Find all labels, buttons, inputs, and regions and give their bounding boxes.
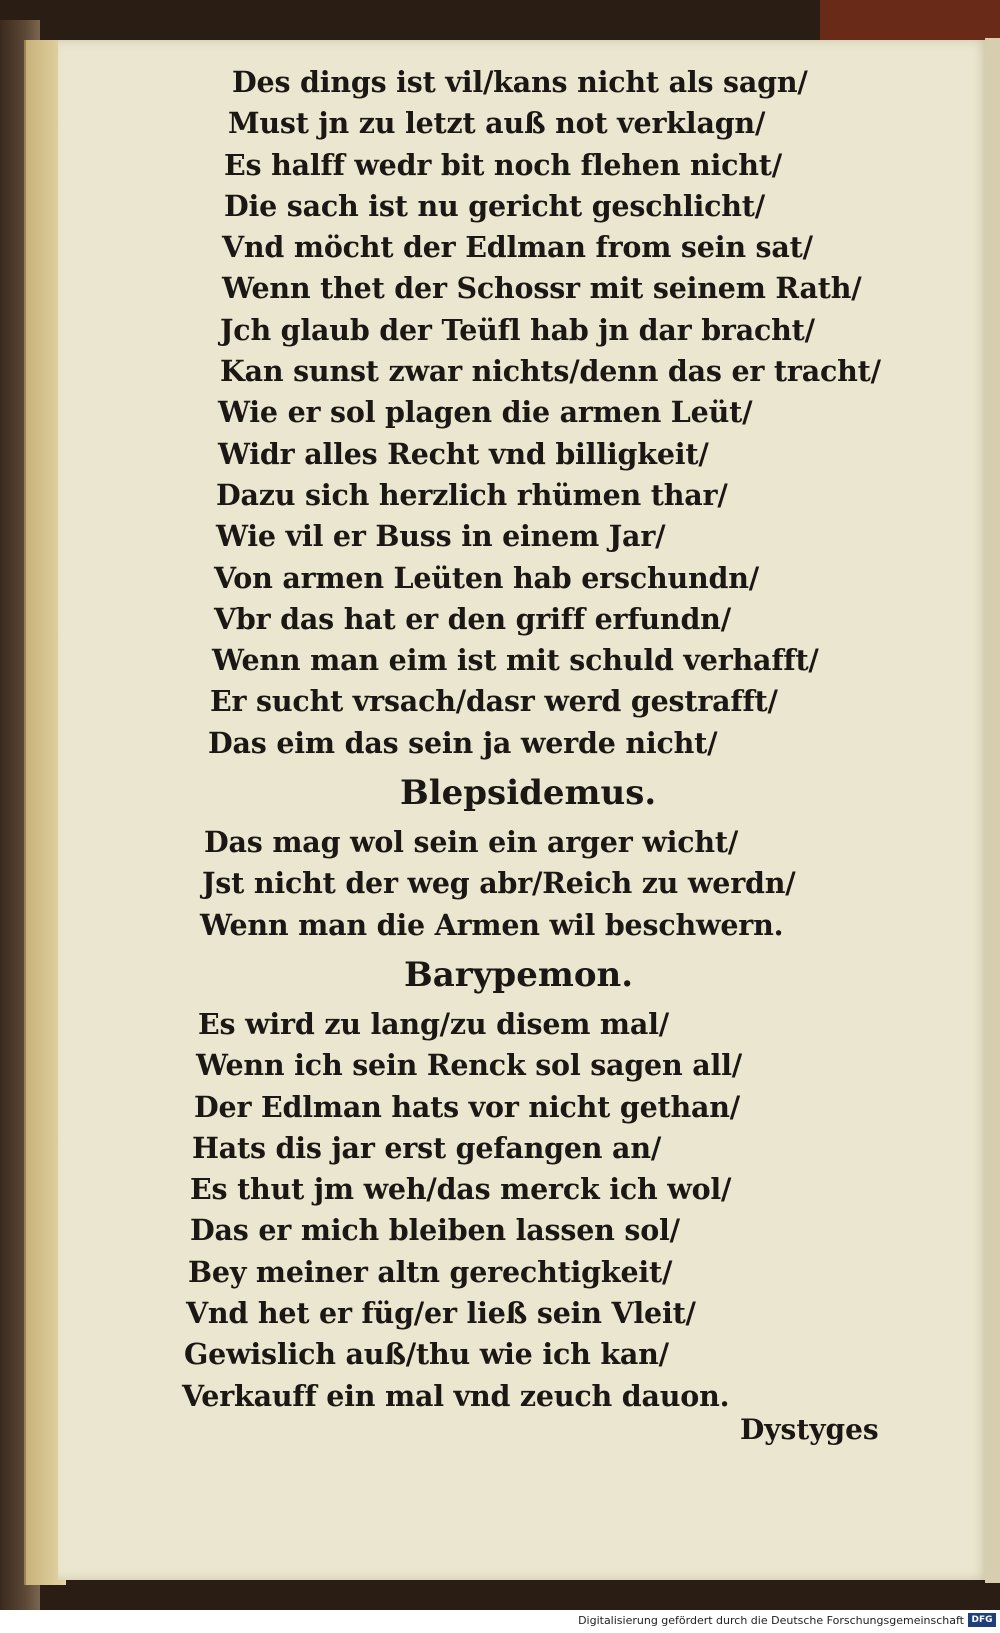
verse-group-2 <box>180 822 920 946</box>
book-cover-corner <box>820 0 1000 40</box>
verse-line: Hats dis jar erst gefangen an/ <box>192 1130 662 1165</box>
verse-line: Vnd het er füg/er ließ sein Vleit/ <box>186 1296 696 1331</box>
page-edge-right <box>985 38 1000 1583</box>
verse-line: Das er mich bleiben lassen sol/ <box>190 1213 680 1248</box>
funding-credit: Digitalisierung gefördert durch die Deutsche Forschungsgemeinschaft <box>578 1614 964 1627</box>
verse-group-1 <box>180 62 920 764</box>
verse-line: Wie er sol plagen die armen Leüt/ <box>218 395 753 430</box>
footer-bar <box>0 1610 1000 1633</box>
verse-line: Must jn zu letzt auß not verklagn/ <box>228 106 766 141</box>
verse-line: Die sach ist nu gericht geschlicht/ <box>224 188 765 223</box>
verse-group-3 <box>180 1004 920 1417</box>
verse-line: Wie vil er Buss in einem Jar/ <box>216 519 666 554</box>
verse-line: Jst nicht der weg abr/Reich zu werdn/ <box>202 866 796 901</box>
verse-line: Wenn ich sein Renck sol sagen all/ <box>196 1048 742 1083</box>
verse-line: Vbr das hat er den griff erfundn/ <box>214 601 731 636</box>
verse-line: Verkauff ein mal vnd zeuch dauon. <box>182 1378 730 1413</box>
verse-line: Widr alles Recht vnd billigkeit/ <box>218 436 709 471</box>
verse-line: Er sucht vrsach/dasr werd gestrafft/ <box>210 684 778 719</box>
verse-line: Das mag wol sein ein arger wicht/ <box>204 825 739 860</box>
verse-line: Jch glaub der Teüfl hab jn dar bracht/ <box>220 312 815 347</box>
verse-line: Das eim das sein ja werde nicht/ <box>208 725 718 760</box>
verse-line: Es wird zu lang/zu disem mal/ <box>198 1006 669 1041</box>
verse-line: Des dings ist vil/kans nicht als sagn/ <box>232 65 808 99</box>
verse-line: Es halff wedr bit noch flehen nicht/ <box>224 147 782 182</box>
verse-text-block <box>180 62 920 1417</box>
verse-line: Bey meiner altn gerechtigkeit/ <box>188 1254 673 1289</box>
verse-line: Wenn thet der Schossr mit seinem Rath/ <box>222 271 862 306</box>
verse-line: Wenn man eim ist mit schuld verhafft/ <box>212 643 819 678</box>
verse-line: Gewislich auß/thu wie ich kan/ <box>184 1337 669 1372</box>
verse-line: Wenn man die Armen wil beschwern. <box>200 907 784 942</box>
verse-line: Von armen Leüten hab erschundn/ <box>214 560 759 595</box>
dfg-logo-icon: DFG <box>968 1613 996 1627</box>
verse-line: Dazu sich herzlich rhümen thar/ <box>216 477 728 512</box>
speaker-heading: Barypemon. <box>404 954 634 995</box>
catchword: Dystyges <box>740 1413 879 1446</box>
verse-line: Kan sunst zwar nichts/denn das er tracht/ <box>220 354 881 389</box>
verse-line: Es thut jm weh/das merck ich wol/ <box>190 1172 732 1207</box>
verse-line: Vnd möcht der Edlman from sein sat/ <box>222 230 813 265</box>
verse-line: Der Edlman hats vor nicht gethan/ <box>194 1089 741 1124</box>
speaker-heading: Blepsidemus. <box>400 773 657 814</box>
